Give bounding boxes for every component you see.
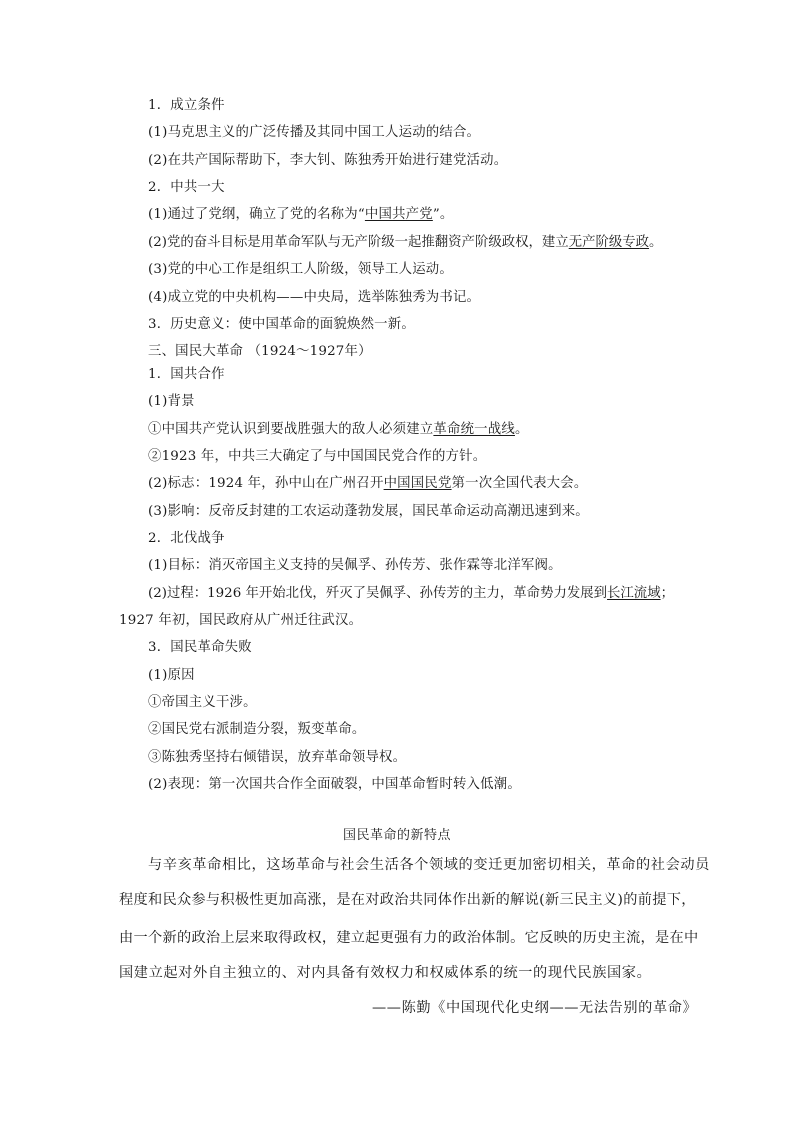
- text-line: 1927 年初，国民政府从广州迁往武汉。: [119, 613, 363, 628]
- text-line: (2)表现：第一次国共合作全面破裂，中国革命暂时转入低潮。: [148, 777, 521, 792]
- underlined-term: 无产阶级专政: [568, 235, 650, 250]
- excerpt-line: 国建立起对外自主独立的、对内具备有效权力和权威体系的统一的现代民族国家。: [119, 965, 652, 981]
- text-segment: 。: [649, 235, 663, 250]
- text-line: (4)成立党的中央机构——中央局，选举陈独秀为书记。: [148, 290, 481, 305]
- underlined-term: 长江流域: [607, 586, 661, 601]
- text-line: (1)背景: [148, 394, 195, 409]
- text-line: (1)马克思主义的广泛传播及其同中国工人运动的结合。: [148, 125, 481, 140]
- text-line: [148, 206, 453, 224]
- text-segment: 。: [514, 422, 529, 437]
- text-line: [148, 234, 662, 252]
- text-segment: (2)标志：1924 年，孙中山在广州召开: [148, 476, 384, 491]
- excerpt-line: 由一个新的政治上层来取得政权，建立起更强有力的政治体制。它反映的历史主流，是在中: [119, 930, 699, 946]
- section-heading: 三、国民大革命 （1924～1927年）: [148, 344, 372, 359]
- excerpt-source: ——陈勤《中国现代化史纲——无法告别的革命》: [372, 1000, 698, 1016]
- text-line: 3．历史意义：使中国革命的面貌焕然一新。: [148, 317, 415, 332]
- text-line: (1)原因: [148, 668, 195, 683]
- underlined-term: 革命统一战线: [433, 422, 515, 437]
- text-line: [148, 421, 529, 439]
- excerpt-line: 与辛亥革命相比，这场革命与社会生活各个领域的变迁更加密切相关，革命的社会动员: [148, 857, 710, 873]
- excerpt-title: 国民革命的新特点: [342, 828, 451, 843]
- text-segment: ；: [660, 586, 674, 601]
- text-segment: (2)党的奋斗目标是用革命军队与无产阶级一起推翻资产阶级政权，建立: [148, 235, 569, 250]
- underlined-term: 中国国民党: [383, 476, 452, 491]
- text-line: ③陈独秀坚持右倾错误，放弃革命领导权。: [148, 750, 407, 765]
- text-line: (3)影响：反帝反封建的工农运动蓬勃发展，国民革命运动高潮迅速到来。: [148, 504, 589, 519]
- section-heading: 3．国民革命失败: [148, 640, 252, 655]
- section-heading: 1．成立条件: [148, 98, 225, 113]
- text-line: ②国民党右派制造分裂，叛变革命。: [148, 722, 366, 737]
- text-line: (3)党的中心工作是组织工人阶级，领导工人运动。: [148, 262, 453, 277]
- text-line: ②1923 年，中共三大确定了与中国国民党合作的方针。: [148, 449, 487, 464]
- text-line: (2)在共产国际帮助下，李大钊、陈独秀开始进行建党活动。: [148, 153, 508, 168]
- text-segment: ”。: [432, 207, 454, 222]
- section-heading: 2．中共一大: [148, 180, 225, 195]
- underlined-term: 中国共产党: [364, 207, 433, 222]
- text-segment: ①中国共产党认识到要战胜强大的敌人必须建立: [148, 422, 434, 437]
- section-heading: 2．北伐战争: [148, 531, 225, 546]
- section-heading: 1．国共合作: [148, 367, 225, 382]
- text-segment: (2)过程：1926 年开始北伐，歼灭了吴佩孚、孙传芳的主力，革命势力发展到: [148, 586, 608, 601]
- excerpt-line: 程度和民众参与积极性更加高涨，是在对政治共同体作出新的解说(新三民主义)的前提下，: [119, 892, 696, 908]
- text-segment: (1)通过了党纲，确立了党的名称为“: [148, 207, 365, 222]
- text-line: (1)目标：消灭帝国主义支持的吴佩孚、孙传芳、张作霖等北洋军阀。: [148, 558, 562, 573]
- text-line: [148, 475, 587, 493]
- text-segment: 第一次全国代表大会。: [451, 476, 588, 491]
- text-line: [148, 585, 674, 603]
- text-line: ①帝国主义干涉。: [148, 695, 257, 710]
